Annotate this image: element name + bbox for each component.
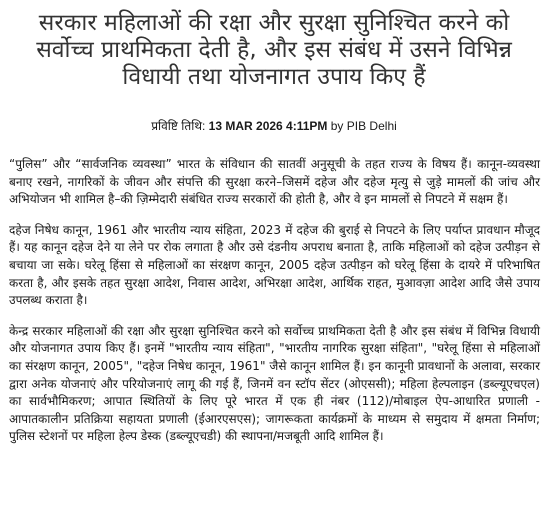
posted-label: प्रविष्टि तिथि: xyxy=(151,119,206,133)
posted-date: 13 MAR 2026 4:11PM xyxy=(208,119,328,133)
release-body xyxy=(0,134,548,446)
paragraph-jurisdiction: “पुलिस” और “सार्वजनिक व्यवस्था” भारत के संविधान की सातवीं अनुसूची के तहत राज्य के विषय हैं। कानून-व्यवस्था बनाए रखने, नागरिकों के जीवन और संपत्ति की सुरक्षा करने–जिसमें दहेज और दहेज मृत्यु से जुड़े मामलों की जांच और अभियोजन भी शामिल है–की ज़िम्मेदारी संबंधित राज्य सरकारों की होती है, और वे इन मामलों से निपटने में सक्षम हैं। xyxy=(9,157,540,207)
paragraph-dowry-laws: दहेज निषेध कानून, 1961 और भारतीय न्याय संहिता, 2023 में दहेज की बुराई से निपटने के लिए पर्याप्त प्रावधान मौजूद हैं। यह कानून दहेज देने या लेने पर रोक लगाता है और उसे दंडनीय अपराध बनाता है, ताकि महिलाओं को दहेज उत्पीड़न से बचाया जा सके। घरेलू हिंसा से महिलाओं का संरक्षण कानून, 2005 दहेज उत्पीड़न को घरेलू हिंसा के दायरे में परिभाषित करता है, और इसके तहत सुरक्षा आदेश, निवास आदेश, अभिरक्षा आदेश, आर्थिक राहत, मुआवज़ा आदेश आदि जैसे उपाय उपलब्ध कराता है। xyxy=(9,222,540,308)
source-byline: by PIB Delhi xyxy=(330,119,397,133)
release-title: सरकार महिलाओं की रक्षा और सुरक्षा सुनिश्चित करने को सर्वोच्च प्राथमिकता देती है, और इस संबंध में उसने विभिन्न विधायी तथा योजनागत उपाय किए हैं xyxy=(36,10,512,90)
paragraph-central-measures: केन्द्र सरकार महिलाओं की रक्षा और सुरक्षा सुनिश्चित करने को सर्वोच्च प्राथमिकता देती है और इस संबंध में विभिन्न विधायी और योजनागत उपाय किए हैं। इनमें "भारतीय न्याय संहिता", "भारतीय नागरिक सुरक्षा संहिता", "घरेलू हिंसा से महिलाओं का संरक्षण कानून, 2005", "दहेज निषेध कानून, 1961" जैसे कानून शामिल हैं। इन कानूनी प्रावधानों के अलावा, सरकार द्वारा अनेक योजनाएं और परियोजनाएं लागू की गई हैं, जिनमें वन स्टॉप सेंटर (ओएससी); महिला हेल्पलाइन (डब्ल्यूएचएल) का सार्वभौमिकरण; आपात स्थितियों के लिए पूरे भारत में एक ही नंबर (112)/मोबाइल ऐप-आधारित प्रणाली - आपातकालीन प्रतिक्रिया सहायता प्रणाली (ईआरएसएस); जागरूकता कार्यक्रमों के माध्यम से समुदाय में क्षमता निर्माण; पुलिस स्टेशनों पर महिला हेल्प डेस्क (डब्ल्यूएचडी) की स्थापना/मजबूती आदि शामिल हैं। xyxy=(9,323,540,444)
release-meta xyxy=(0,117,548,134)
